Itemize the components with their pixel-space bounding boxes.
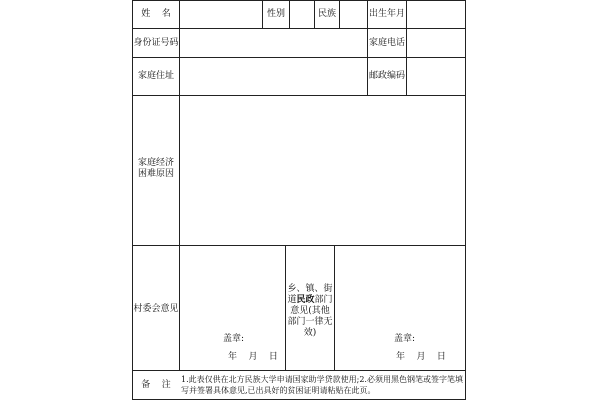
village-committee-label: 村委会意见 [133,304,179,314]
birth-field[interactable] [407,1,465,28]
civil-affairs-label [286,284,334,339]
village-date-label: 年 月 日 [228,352,278,362]
postcode-label: 邮政编码 [368,71,405,81]
gender-label: 性别 [266,9,285,19]
name-field[interactable] [180,1,262,28]
civil-label-line-2 [286,295,334,306]
ethnicity-label: 民族 [317,9,336,19]
civil-label-line-4: 部门一律无 [287,317,333,327]
civil-stamp-label: 盖章: [394,334,416,344]
id-number-label: 身份证号码 [133,38,179,48]
hardship-label-line-1: 家庭经济 [137,158,174,168]
civil-label-line-1: 乡、镇、街 [287,284,333,294]
name-label: 姓 名 [141,9,171,19]
row-divider-6 [132,370,466,371]
ethnicity-field[interactable] [340,1,367,28]
civil-label-line-2c: 部门 [314,295,333,305]
civil-date-label: 年 月 日 [396,352,446,362]
gender-field[interactable] [290,1,314,28]
postcode-field[interactable] [407,58,465,95]
address-field[interactable] [180,58,367,95]
village-stamp-label: 盖章: [223,334,245,344]
civil-label-line-2b: 民政 [296,295,315,305]
notes-label: 备 注 [141,380,171,390]
hardship-label-line-2: 困难原因 [137,169,174,179]
hardship-reason-field[interactable] [180,96,465,245]
address-label: 家庭住址 [137,71,174,81]
civil-label-line-5: 效) [303,328,317,338]
civil-label-line-3: 意见(其他 [290,306,330,316]
hardship-reason-label [133,158,179,180]
phone-label: 家庭电话 [368,38,405,48]
birth-label: 出生年月 [368,9,405,19]
form-border-left [132,0,133,400]
form-border-right [465,0,466,400]
civil-label-line-2a: 道 [287,295,297,305]
notes-text: 1.此表仅供在北方民族大学申请国家助学贷款使用;2.必须用黑色钢笔或签字笔填写并签署具体意见,已出具好的贫困证明请粘贴在此页。 [181,375,463,395]
id-number-field[interactable] [180,29,367,57]
phone-field[interactable] [407,29,465,57]
